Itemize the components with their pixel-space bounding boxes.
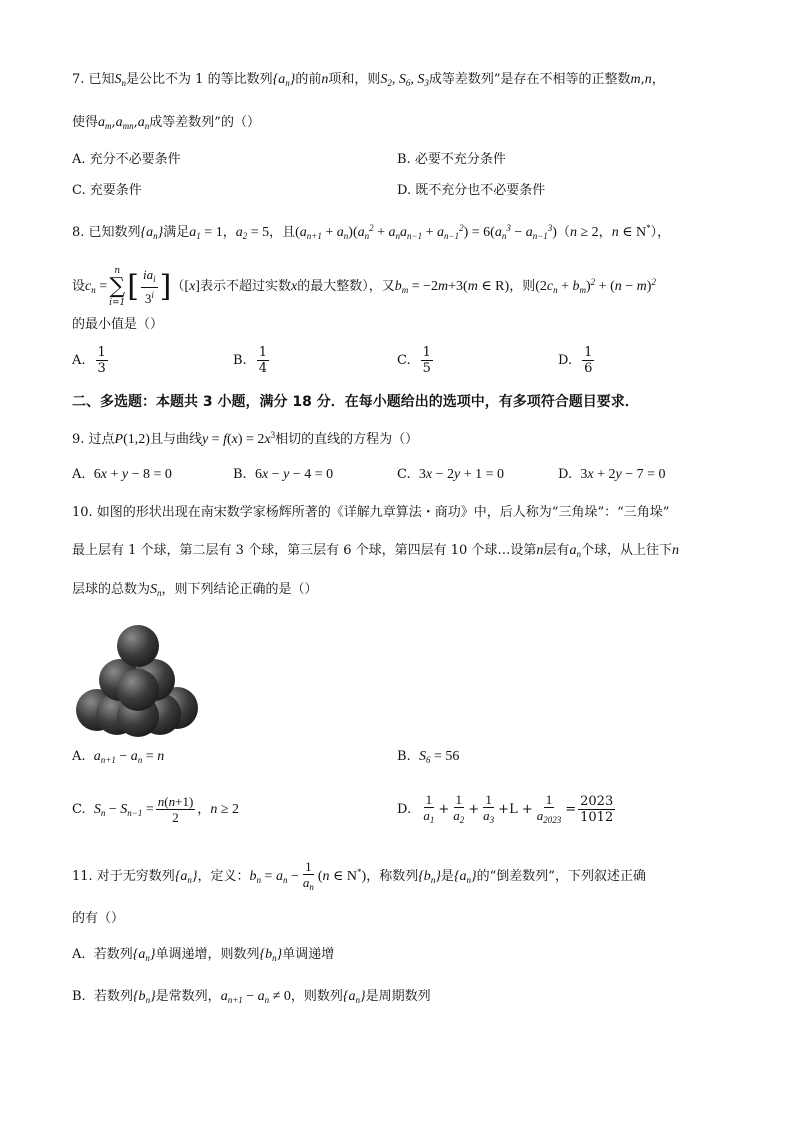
q10-option-b[interactable]: B. $S_6 = 56$	[397, 749, 460, 765]
q8-option-c-label: C.	[397, 353, 411, 368]
q9-option-d[interactable]: D. 3x + 2y − 7 = 0	[558, 467, 666, 482]
section-heading-multiple-choice: 二、多选题：本题共 3 小题，满分 18 分．在每小题给出的选项中，有多项符合题目要求．	[72, 394, 639, 410]
q7-line1: 7. 已知$S_n$是公比不为 1 的等比数列$\{a_n\}$的前n项和，则$S_2$, $S_6$, $S_3$成等差数列”是存在不相等的正整数m,n，	[72, 72, 665, 88]
q8-option-a-num: 1	[97, 345, 106, 360]
q10-option-a[interactable]: A. $a_{n+1} - a_n = n$	[72, 749, 165, 765]
q11-option-a[interactable]: A. 若数列$\{a_n\}$单调递增，则数列$\{b_n\}$单调递增	[72, 947, 335, 963]
q7-option-c[interactable]: C. 充要条件	[72, 183, 142, 198]
q9-option-c[interactable]: C. 3x − 2y + 1 = 0	[397, 467, 505, 482]
q8-option-b-num: 1	[258, 345, 267, 360]
q8-option-a-den: 3	[97, 361, 106, 376]
q8-option-c-num: 1	[422, 345, 431, 360]
q7-option-d[interactable]: D. 既不充分也不必要条件	[397, 183, 546, 198]
q8-option-b-label: B.	[233, 353, 247, 368]
q10-option-c[interactable]: C. $S_n - S_{n-1}$ = $\frac{n(n+1)}{2}$ ，n ≥ 2	[72, 794, 239, 825]
q8-option-c-den: 5	[422, 361, 431, 376]
q11-option-b[interactable]: B. 若数列$\{b_n\}$是常数列，$a_{n+1} - a_n \ne 0$，则数列$\{a_n\}$是周期数列	[72, 989, 431, 1005]
q8-option-d-num: 1	[584, 345, 593, 360]
q10-line1: 10. 如图的形状出现在南宋数学家杨辉所著的《详解九章算法・商功》中，后人称为“三角垛”：“三角垛”	[72, 505, 670, 520]
q9-option-a[interactable]: A. 6x + y − 8 = 0	[72, 467, 172, 482]
q8-option-d-den: 6	[584, 361, 593, 376]
q8-line1: 8. 已知数列$\{a_n\}$满足$a_1 = 1$，$a_2 = 5$，且$(a_{n+1} + a_n)(a_n^2 + a_na_{n-1} + a_{n-1}^2) = 6(a_n^3 - a_{n-1}^3)(n \ge 2$，n ∈ N*），	[72, 223, 671, 241]
ball	[117, 669, 159, 711]
q9-line1: 9. 过点P(1,2)且与曲线$y = f(x) = 2x^3$相切的直线的方程为（）	[72, 430, 419, 447]
q8-option-a[interactable]	[72, 345, 110, 376]
q7-line2: 使得$a_m,a_{mn},a_n$成等差数列”的（）	[72, 115, 260, 131]
q10-option-d[interactable]: D. $\frac{1}{a_1}$ + $\frac{1}{a_2}$ + $\frac{1}{a_3}$ +L + $\frac{1}{a_{2023}}$ = $\frac{2023}{1012}$	[397, 791, 614, 825]
q11-line1: 11. 对于无穷数列$\{a_n\}$，定义：$b_n = a_n$ − $\frac{1}{a_n}$ (n ∈ N*)，称数列$\{b_n\}$是$\{a_n\}$的“倒差数列”，下列叙述正确	[72, 858, 646, 892]
q8-option-a-label: A.	[72, 353, 86, 368]
q8-option-d[interactable]	[558, 345, 596, 376]
q9-option-b[interactable]: B. 6x − y − 4 = 0	[233, 467, 334, 482]
q10-line2: 最上层有 1 个球，第二层有 3 个球，第三层有 6 个球，第四层有 10 个球…设第n层有$a_n$个球，从上往下n	[72, 543, 679, 559]
q7-option-b[interactable]: B. 必要不充分条件	[397, 152, 506, 167]
q8-option-b[interactable]	[233, 345, 271, 376]
q8-option-c[interactable]	[397, 345, 435, 376]
q8-line2: 设$c_n$ = n ∑ i=1 [ $\frac{ia_i}{3^i}$ ]（[x]表示不超过实数x的最大整数），又$b_m = -2m+3(m$ ∈ R)，则$(2c_n + b_m)^2 + (n - m)^2$	[72, 265, 656, 308]
q8-line3: 的最小值是（）	[72, 317, 164, 332]
q11-line2: 的有（）	[72, 911, 125, 926]
stacked-balls-pyramid-icon	[72, 620, 204, 738]
q8-option-b-den: 4	[258, 361, 267, 376]
ball	[117, 625, 159, 667]
q7-option-a[interactable]: A. 充分不必要条件	[72, 152, 181, 167]
q10-line3: 层球的总数为$S_n$，则下列结论正确的是（）	[72, 582, 318, 598]
q8-option-d-label: D.	[558, 353, 573, 368]
